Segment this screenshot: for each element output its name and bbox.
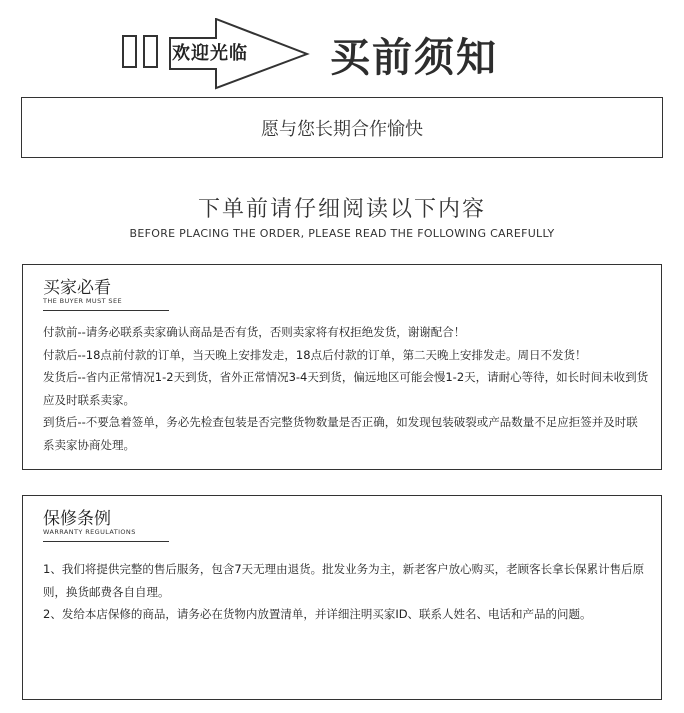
paragraph: 付款前--请务必联系卖家确认商品是否有货，否则卖家将有权拒绝发货，谢谢配合！ xyxy=(43,325,466,339)
section-subtitle: WARRANTY REGULATIONS xyxy=(43,528,136,536)
warranty-section xyxy=(22,495,662,700)
intro-heading-cn: 下单前请仔细阅读以下内容 xyxy=(197,197,486,222)
section-underline xyxy=(43,541,169,542)
intro-heading-en: BEFORE PLACING THE ORDER, PLEASE READ THE FOLLOWING CAREFULLY xyxy=(129,227,555,240)
slogan-banner xyxy=(21,97,663,158)
section-title: 保修条例 xyxy=(43,509,111,529)
section-body xyxy=(43,321,649,456)
buyer-section xyxy=(22,264,662,470)
header-square-left xyxy=(122,35,137,68)
section-title: 买家必看 xyxy=(43,278,111,298)
header-square-right xyxy=(143,35,158,68)
paragraph: 付款后--18点前付款的订单，当天晚上安排发走，18点后付款的订单，第二天晚上安排发走。周日不发货！ xyxy=(43,347,587,362)
section-subtitle: THE BUYER MUST SEE xyxy=(43,297,122,305)
paragraph: 2、发给本店保修的商品，请务必在货物内放置清单，并详细注明买家ID、联系人姓名、电话和产品的问题。 xyxy=(43,607,592,621)
section-body xyxy=(43,558,649,626)
section-underline xyxy=(43,310,169,311)
slogan-text: 愿与您长期合作愉快 xyxy=(261,118,423,140)
welcome-label: 欢迎光临 xyxy=(172,43,248,64)
paragraph: 到货后--不要急着签单，务必先检查包装是否完整货物数量是否正确，如发现包装破裂或产品数量不足应拒签并及时联系卖家协商处理。 xyxy=(43,415,638,452)
paragraph: 发货后--省内正常情况1-2天到货，省外正常情况3-4天到货，偏远地区可能会慢1-2天，请耐心等待，如长时间未收到货应及时联系卖家。 xyxy=(43,370,649,407)
page-title: 买前须知 xyxy=(330,35,498,81)
paragraph: 1、我们将提供完整的售后服务，包含7天无理由退货。批发业务为主，新老客户放心购买，老顾客长拿长保累计售后原则，换货邮费各自自理。 xyxy=(43,562,645,599)
